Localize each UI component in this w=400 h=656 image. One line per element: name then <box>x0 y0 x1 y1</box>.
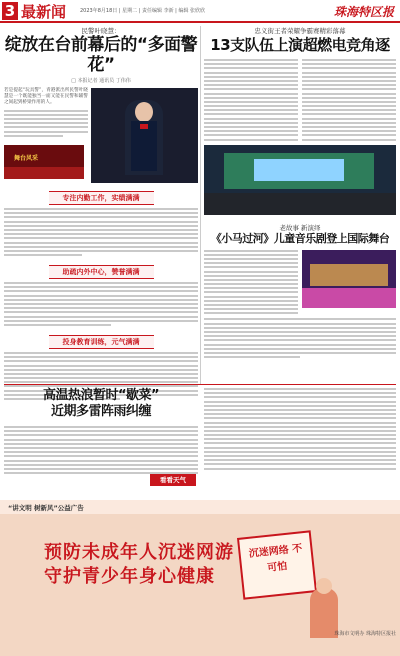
lead-byline: □ 本报记者 通讯员 丁伟伟 <box>71 78 131 84</box>
weather-text-b <box>204 388 396 470</box>
weather-label: 看看天气 <box>150 474 196 486</box>
ad-sign <box>237 530 317 599</box>
weather-headline-2: 近期多雷阵雨纠缠 <box>50 404 151 419</box>
weather-text-a <box>4 426 198 474</box>
lead-sub3: 投身教育训练，元气满满 <box>49 335 154 349</box>
public-service-ad <box>0 500 400 656</box>
page-header <box>0 0 400 22</box>
weather-headline-1: 高温热浪暂时“歇菜” <box>42 388 160 403</box>
esports-photo <box>204 145 396 215</box>
lead-story <box>4 26 198 400</box>
ad-figure-head <box>316 578 332 594</box>
photo-caption: 舞台风采 <box>14 155 39 162</box>
lead-intro: 若是提起“玩具警”，青港派出所民警叶晓慧是一个既能独当一面又能在民警和辅警之间起到桥梁作用的人。 <box>4 88 88 106</box>
musical-text <box>204 250 298 315</box>
ad-line2: 守护青少年身心健康 <box>44 566 215 587</box>
lead-headline: 绽放在台前幕后的“多面警花” <box>4 35 198 75</box>
esports-text-a <box>204 59 298 141</box>
lead-sub3-wrap <box>4 329 198 349</box>
ad-tag: “讲文明 树新风”公益广告 <box>8 504 84 512</box>
musical-text-b <box>204 318 396 358</box>
lead-photo-top <box>91 88 198 183</box>
musical-photo <box>302 250 396 308</box>
lead-sub2-wrap <box>4 259 198 279</box>
lead-kicker: 民警叶晓慧： <box>81 27 121 35</box>
lead-sub1: 专注内勤工作，实绩满满 <box>49 191 154 205</box>
issue-meta: 2023年8月18日 | 星期二 | 责任编辑 李新 | 编辑 张欣欣 <box>80 8 206 14</box>
musical-kicker: 老故事 新演绎 <box>279 223 321 232</box>
newspaper-logo: 珠海特区报 <box>333 5 394 19</box>
musical-headline: 《小马过河》儿童音乐剧登上国际舞台 <box>210 231 390 245</box>
ad-line1: 预防未成年人沉迷网游 <box>44 542 234 563</box>
lead-photo-stage <box>4 145 84 179</box>
lead-text-lines <box>4 110 88 137</box>
page-number: 3 <box>2 2 18 20</box>
lead-sub1-wrap <box>4 185 198 205</box>
lead-sub2-text <box>4 282 198 326</box>
header-rule <box>0 21 400 23</box>
esports-text-b <box>302 59 396 141</box>
esports-headline: 13支队伍上演超燃电竞角逐 <box>210 36 390 54</box>
section-title: 最新闻 <box>21 3 67 21</box>
esports-kicker: 忠义街王者荣耀争霸赛精彩落幕 <box>254 27 346 35</box>
column-divider <box>200 26 201 384</box>
ad-footer: 珠海市文明办 珠海特区报社 <box>334 631 396 637</box>
lead-sub1-text <box>4 208 198 256</box>
ad-sign-text: 沉迷网络 不可怕 <box>248 543 303 575</box>
lead-sub2: 助疏内外中心，赞誉满满 <box>49 265 154 279</box>
right-stories <box>204 26 396 358</box>
